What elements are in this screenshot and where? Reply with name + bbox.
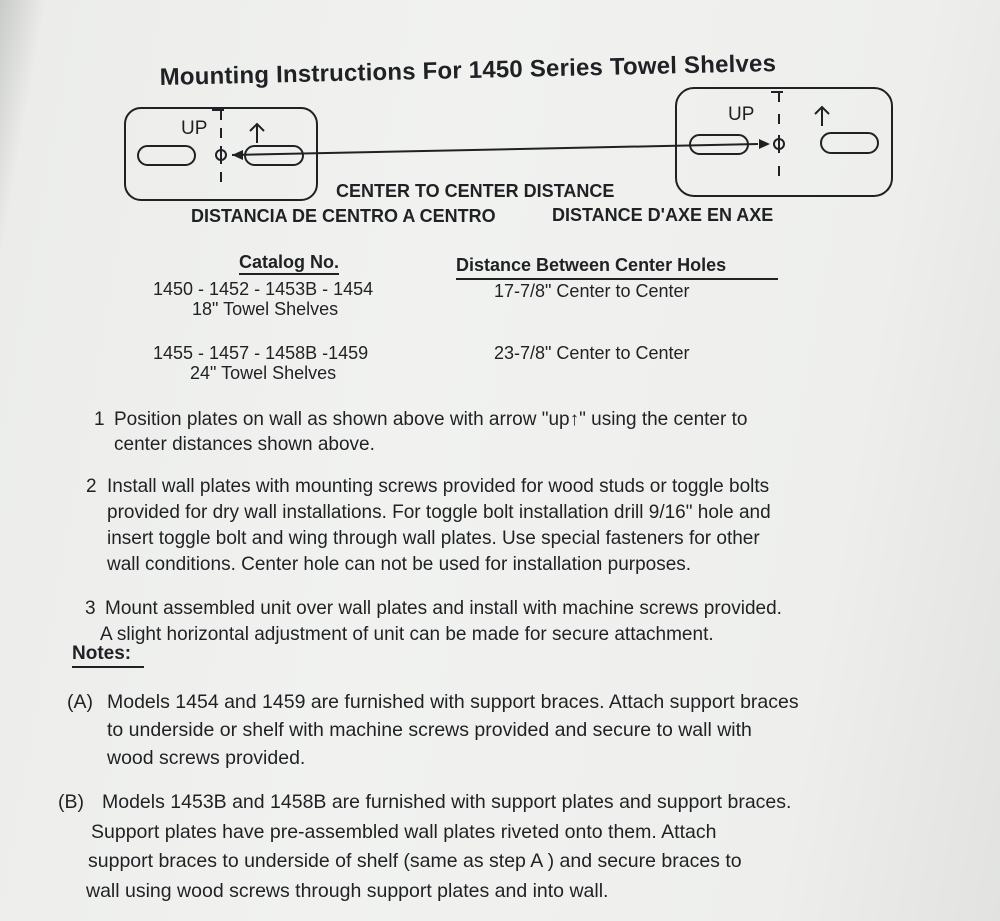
right-slot-outer [821, 133, 878, 153]
step-line: Install wall plates with mounting screws provided for wood studs or toggle bolts [107, 476, 770, 497]
note-line: wall using wood screws through support plates and into wall. [86, 879, 609, 902]
left-arrowhead [232, 150, 243, 160]
note-line: Models 1453B and 1458B are furnished with support plates and support braces. [102, 791, 792, 813]
page-title: Mounting Instructions For 1450 Series Towel Shelves [159, 50, 777, 92]
step-line: insert toggle bolt and wing through wall plates. Use special fasteners for other [107, 528, 760, 549]
step-line: Mount assembled unit over wall plates and install with machine screws provided. [105, 598, 782, 619]
notes-heading: Notes: [72, 643, 144, 668]
note-line: support braces to underside of shelf (same as step A ) and secure braces to [88, 850, 742, 872]
step-line: A slight horizontal adjustment of unit can be made for secure attachment. [100, 624, 714, 645]
center-distance-en: CENTER TO CENTER DISTANCE [336, 181, 615, 201]
right-arrowhead [759, 139, 770, 149]
distance-row-2: 23-7/8" Center to Center [494, 343, 690, 363]
catalog-desc-2: 24" Towel Shelves [190, 363, 337, 383]
step-line: Position plates on wall as shown above with arrow "up↑" using the center to [114, 409, 748, 430]
step-line: provided for dry wall installations. For toggle bolt installation drill 9/16" hole and [107, 502, 771, 523]
step-line: center distances shown above. [114, 433, 375, 455]
catalog-header: Catalog No. [239, 252, 339, 273]
note-line: Support plates have pre-assembled wall plates riveted onto them. Attach [91, 820, 717, 843]
note-line: to underside or shelf with machine screws provided and secure to wall with [107, 719, 752, 741]
left-slot-outer [138, 146, 195, 165]
distance-header: Distance Between Center Holes [456, 255, 778, 280]
distance-row-1: 17-7/8" Center to Center [494, 281, 690, 301]
catalog-row-2: 1455 - 1457 - 1458B -1459 [153, 343, 369, 363]
step-line: wall conditions. Center hole can not be used for installation purposes. [107, 554, 692, 575]
note-line: Models 1454 and 1459 are furnished with support braces. Attach support braces [107, 691, 799, 713]
catalog-desc-1: 18" Towel Shelves [192, 299, 339, 319]
note-line: wood screws provided. [107, 747, 306, 769]
up-label-right: UP [728, 104, 755, 125]
catalog-row-1: 1450 - 1452 - 1453B - 1454 [153, 279, 374, 299]
center-distance-es: DISTANCIA DE CENTRO A CENTRO [191, 206, 496, 226]
up-label-left: UP [181, 118, 208, 139]
center-distance-fr: DISTANCE D'AXE EN AXE [552, 205, 774, 225]
center-distance-line [232, 144, 758, 155]
